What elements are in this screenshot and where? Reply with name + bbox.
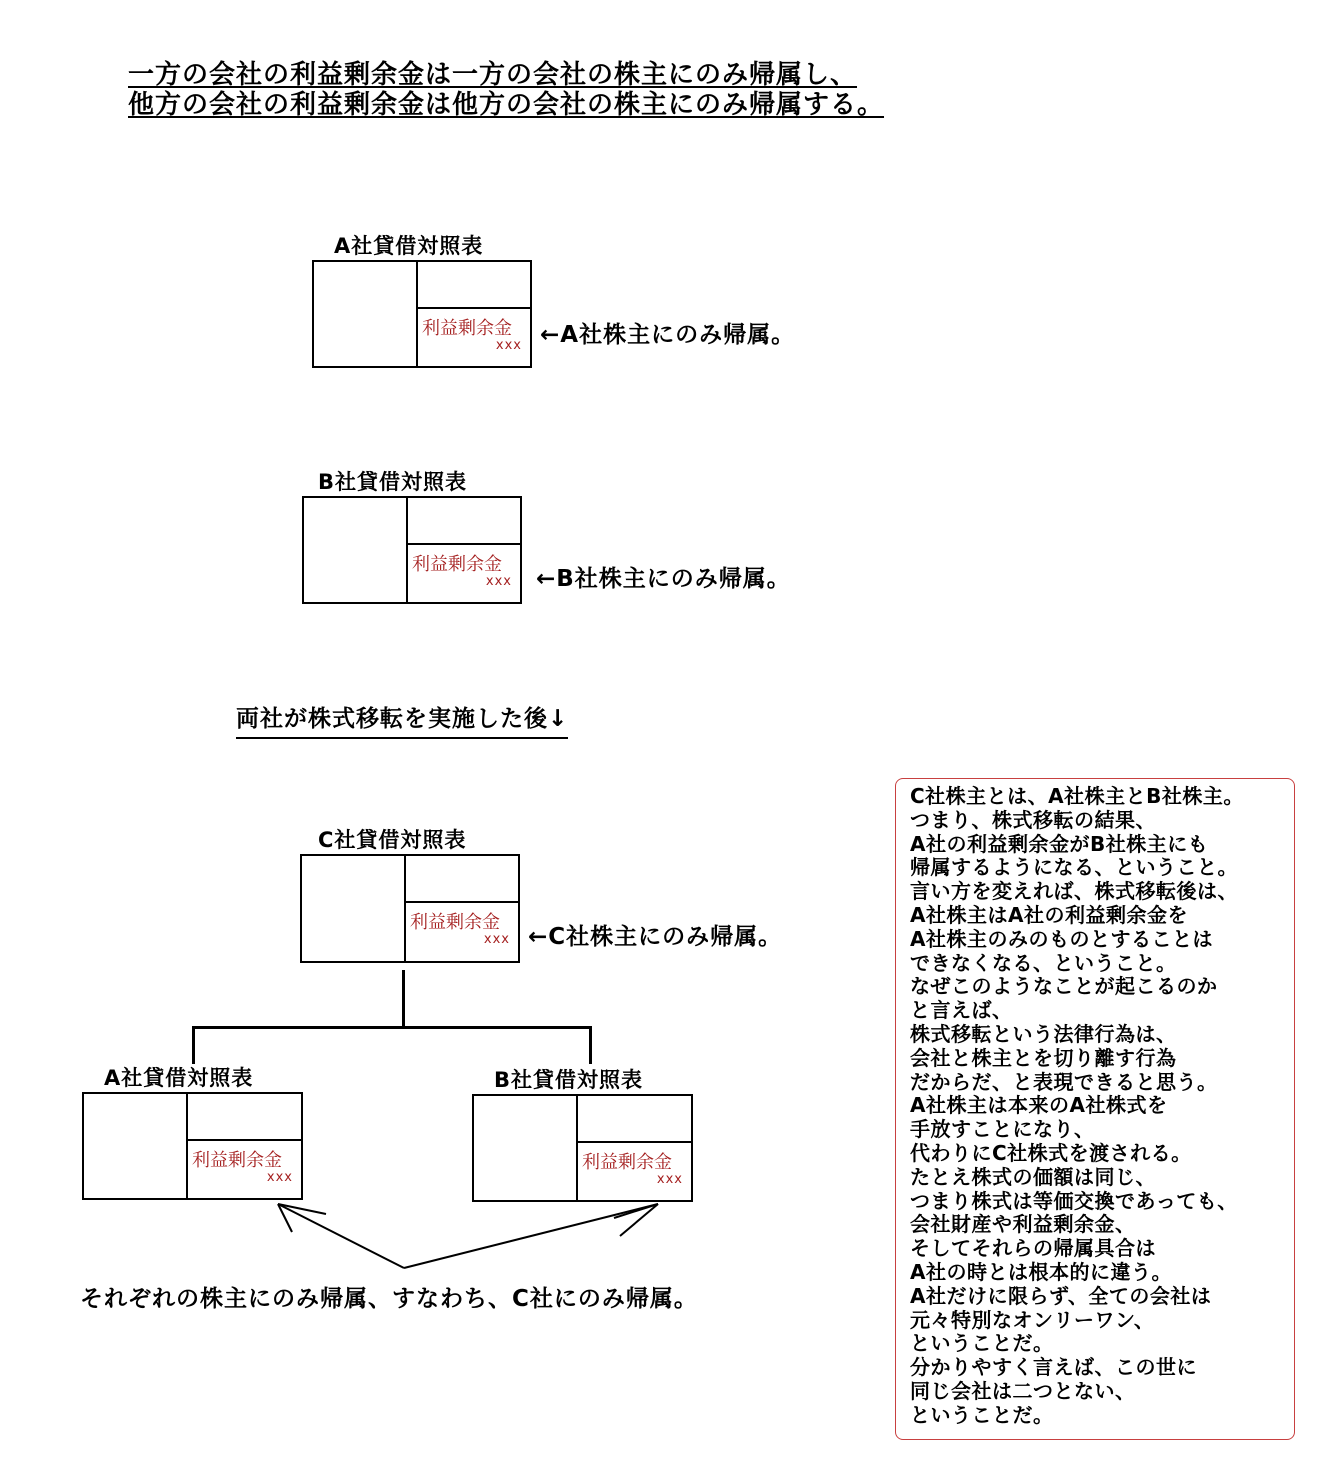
explanation-line: A社だけに限らず、全ての会社は	[910, 1283, 1212, 1308]
retained-earnings-label: 利益剰余金	[422, 318, 512, 339]
explanation-line: つまり、株式移転の結果、	[910, 807, 1156, 832]
a-top-sheet-title: A社貸借対照表	[334, 234, 484, 258]
explanation-line: C社株主とは、A社株主とB社株主。	[910, 784, 1244, 808]
explanation-line: 代わりにC社株式を渡される。	[910, 1140, 1192, 1165]
after-transfer-label: 両社が株式移転を実施した後↓	[236, 700, 568, 739]
left-arrow-shaft	[278, 1204, 404, 1268]
left-arrow-head-2	[278, 1204, 326, 1214]
retained-earnings-label: 利益剰余金	[582, 1152, 672, 1173]
b-top-note: ←B社株主にのみ帰属。	[536, 566, 791, 592]
heading-line-2: 他方の会社の利益剰余金は他方の会社の株主にのみ帰属する。	[128, 90, 885, 120]
a-sub-sheet-title: A社貸借対照表	[104, 1066, 254, 1090]
b-top-sheet-title: B社貸借対照表	[318, 470, 468, 494]
explanation-line: ということだ。	[910, 1402, 1054, 1427]
explanation-line: ということだ。	[910, 1331, 1054, 1356]
retained-earnings-value: xxx	[483, 932, 510, 947]
explanation-line: 会社財産や利益剰余金、	[910, 1212, 1136, 1237]
retained-earnings-value: xxx	[495, 338, 522, 353]
bottom-note: それぞれの株主にのみ帰属、すなわち、C社にのみ帰属。	[80, 1286, 698, 1312]
explanation-line: と言えば、	[910, 998, 1013, 1023]
c-sheet-title: C社貸借対照表	[318, 828, 467, 852]
explanation-line: A社株主のみのものとすることは	[910, 926, 1213, 951]
explanation-line: つまり株式は等価交換であっても、	[910, 1188, 1238, 1213]
explanation-line: 手放すことになり、	[910, 1117, 1095, 1142]
explanation-line: A社株主は本来のA社株式を	[910, 1093, 1168, 1118]
retained-earnings-label: 利益剰余金	[412, 554, 502, 575]
a-top-note: ←A社株主にのみ帰属。	[540, 322, 796, 348]
retained-earnings-value: xxx	[266, 1170, 293, 1185]
retained-earnings-label: 利益剰余金	[410, 912, 500, 933]
explanation-line: 同じ会社は二つとない、	[910, 1378, 1136, 1403]
explanation-line: A社の時とは根本的に違う。	[910, 1259, 1172, 1284]
explanation-line: 分かりやすく言えば、この世に	[910, 1355, 1197, 1380]
retained-earnings-value: xxx	[656, 1172, 683, 1187]
explanation-line: なぜこのようなことが起こるのか	[910, 974, 1218, 999]
b-sub-sheet-title: B社貸借対照表	[494, 1068, 644, 1092]
retained-earnings-value: xxx	[485, 574, 512, 589]
explanation-line: できなくなる、ということ。	[910, 950, 1177, 975]
heading-line-1: 一方の会社の利益剰余金は一方の会社の株主にのみ帰属し、	[128, 60, 858, 90]
explanation-line: 言い方を変えれば、株式移転後は、	[910, 879, 1238, 904]
explanation-line: 会社と株主とを切り離す行為	[910, 1045, 1177, 1070]
explanation-line: そしてそれらの帰属具合は	[910, 1236, 1156, 1261]
explanation-line: 株式移転という法律行為は、	[910, 1021, 1177, 1046]
explanation-line: たとえ株式の価額は同じ、	[910, 1164, 1156, 1189]
explanation-line: A社株主はA社の利益剰余金を	[910, 902, 1188, 927]
right-arrow-shaft	[404, 1204, 658, 1268]
right-arrow-head-2	[614, 1204, 658, 1218]
explanation-line: 帰属するようになる、ということ。	[910, 855, 1238, 880]
explanation-line: 元々特別なオンリーワン、	[910, 1307, 1155, 1332]
explanation-line: だからだ、と表現できると思う。	[910, 1069, 1218, 1094]
explanation-box	[895, 778, 1295, 1440]
c-note: ←C社株主にのみ帰属。	[528, 924, 783, 950]
explanation-line: A社の利益剰余金がB社株主にも	[910, 831, 1209, 856]
retained-earnings-label: 利益剰余金	[192, 1150, 282, 1171]
